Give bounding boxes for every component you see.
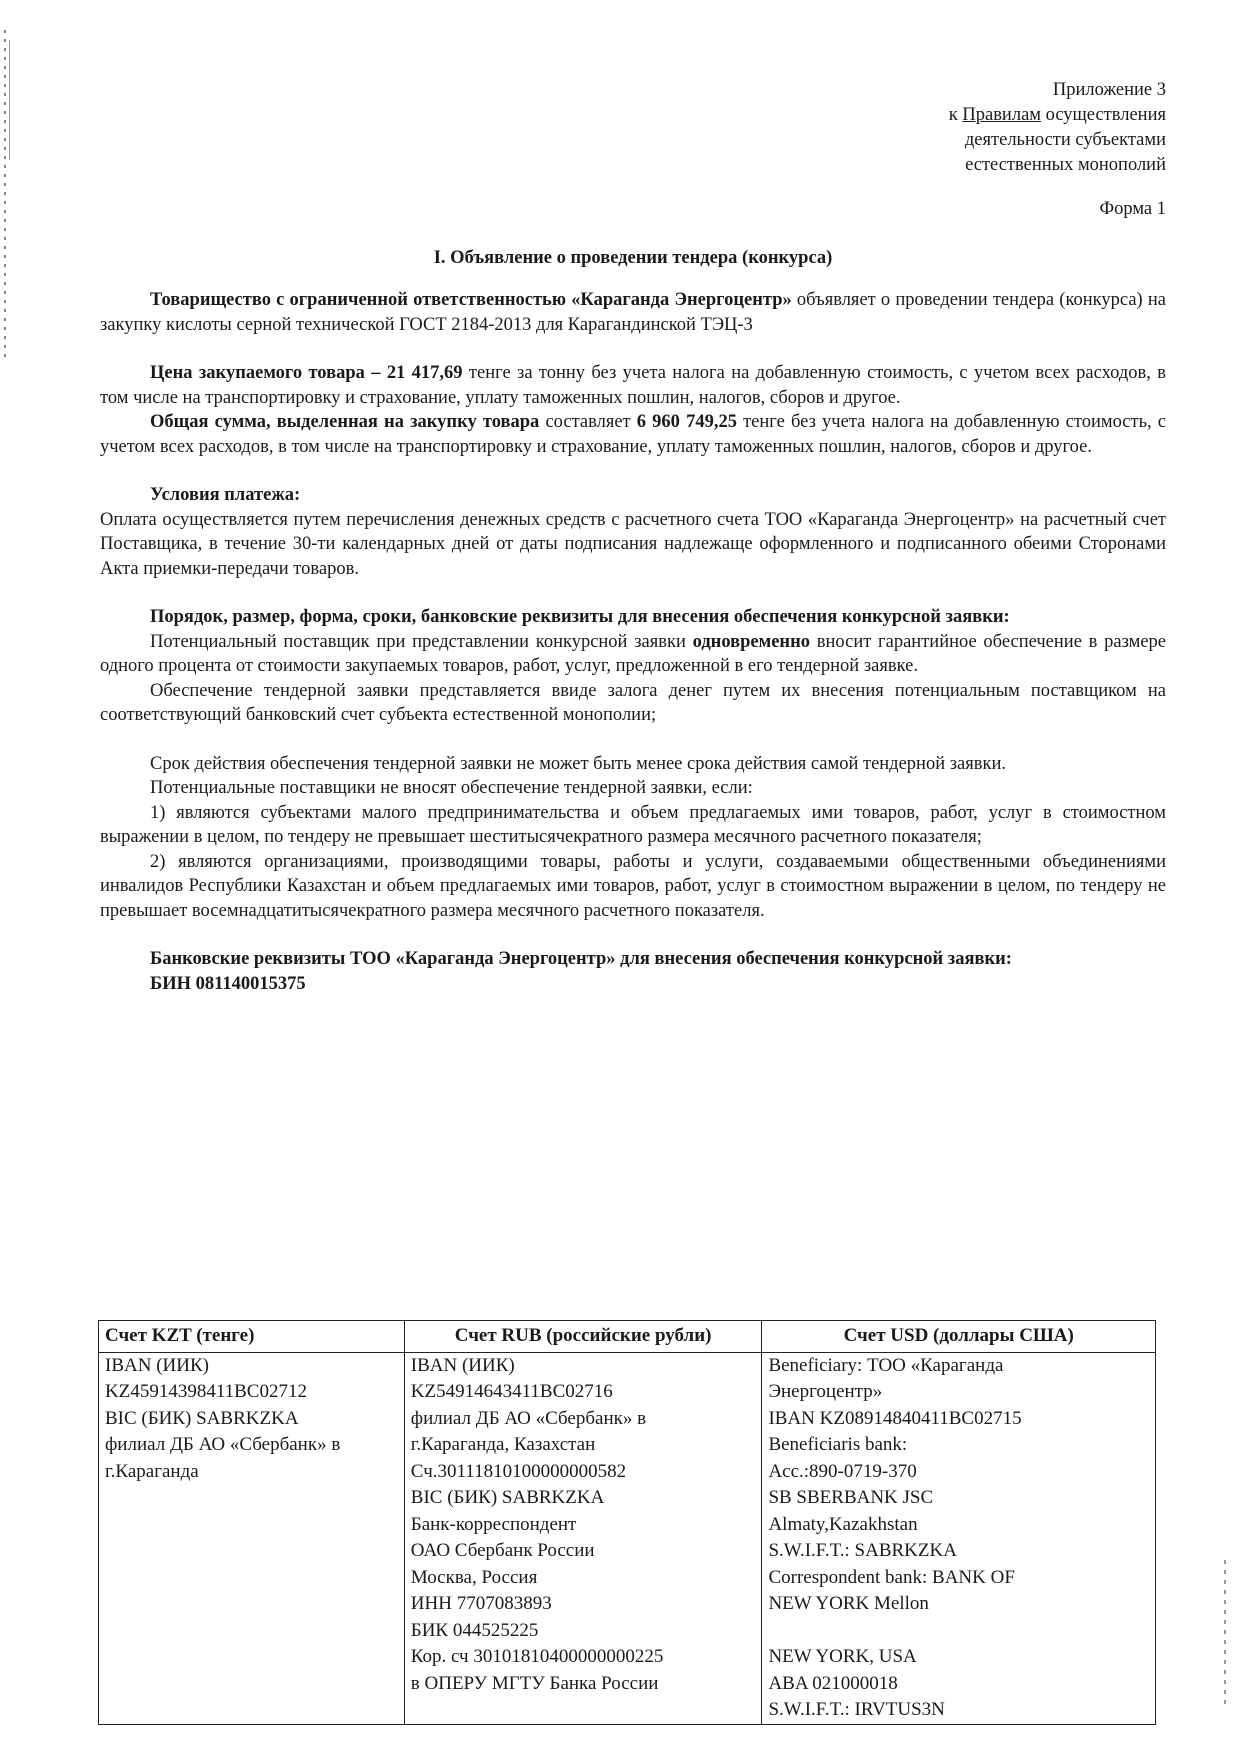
kzt-line: IBAN (ИИК) [105,1354,209,1376]
payment-text: Оплата осуществляется путем перечисления денежных средств с расчетного счета ТОО «Караганда Энергоцентр» на расчетный счет Поставщика, в течение 30-ти календарных дней от даты подписания надлежаще оформленного и подписанного обеими Сторонами Акта приемки-передачи товаров. [100,509,1166,579]
document-title: I. Объявление о проведении тендера (конкурса) [433,247,833,268]
company-name: Товарищество с ограниченной ответственностью «Караганда Энергоцентр» [150,290,792,310]
kzt-line: BIC (БИК) SABRKZKA [105,1407,299,1429]
rub-line: БИК 044525225 [410,1619,539,1641]
payment-heading: Условия платежа: [150,485,301,505]
usd-line [768,1618,1149,1645]
security-p4: Потенциальные поставщики не вносят обеспечение тендерной заявки, если: [150,778,753,798]
rub-line: Москва, Россия [410,1566,538,1588]
rub-line: BIC (БИК) SABRKZKA [410,1487,605,1508]
rules-link[interactable]: Правилам [962,105,1041,125]
security-p2: Обеспечение тендерной заявки представляется ввиде залога денег путем их внесения потенциальным поставщиком на соответствующий банковский счет субъекта естественной монополии; [100,680,1166,725]
rub-line: IBAN (ИИК) [410,1354,515,1376]
usd-line: Beneficiary: ТОО «Караганда [768,1354,1004,1376]
appendix-line-2: к Правилам осуществления [948,105,1166,125]
appendix-line-4: естественных монополий [965,155,1166,175]
rub-account-cell [404,1352,762,1724]
usd-line: Almaty,Kazakhstan [768,1513,918,1535]
security-heading: Порядок, размер, форма, сроки, банковские реквизиты для внесения обеспечения конкурсной заявки: [150,607,1010,627]
kzt-line: филиал ДБ АО «Сбербанк» в [105,1434,341,1455]
price-label: Цена закупаемого товара – 21 417,69 [150,363,463,383]
rub-line: Банк-корреспондент [410,1513,577,1535]
total-paragraph: Общая сумма, выделенная на закупку товара составляет 6 960 749,25 тенге без учета налога на добавленную стоимость, с учетом всех расходов, в том числе на транспортировку и страхование, уплату таможенных пошлин, налогов, сборов и другое. [100,412,1167,457]
security-p5: 1) являются субъектами малого предпринимательства и объем предлагаемых ими товаров, работ, услуг в стоимостном выражении в целом, по тендеру не превышает шеститысячекратного размера месячного расчетного показателя; [100,802,1166,847]
column-header-rub: Счет RUB (российские рубли) [404,1321,762,1353]
total-amount: 6 960 749,25 [636,412,737,432]
rub-line: Кор. сч 30101810400000000225 [410,1646,664,1667]
appendix-line-1: Приложение 3 [1052,80,1166,100]
security-p1: Потенциальный поставщик при представлении конкурсной заявки одновременно вносит гарантийное обеспечение в размере одного процента от стоимости закупаемых товаров, работ, услуг, предложенной в его тендерной заявке. [100,631,1167,676]
kzt-line: KZ45914398411BC02712 [105,1381,307,1402]
rub-line: KZ54914643411BC02716 [410,1381,613,1402]
appendix-line-3: деятельности субъектами [964,130,1166,150]
rub-line: ОАО Сбербанк России [410,1540,595,1561]
rub-line: в ОПЕРУ МГТУ Банка России [410,1672,659,1694]
price-paragraph: Цена закупаемого товара – 21 417,69 тенге за тонну без учета налога на добавленную стоимость, с учетом всех расходов, в том числе на транспортировку и страхование, уплату таможенных пошлин, налогов, сборов и другое. [100,363,1166,408]
rub-line: г.Караганда, Казахстан [410,1434,596,1455]
usd-line: SB SBERBANK JSC [768,1487,934,1508]
usd-line: IBAN KZ08914840411BC02715 [768,1407,1022,1429]
usd-line: Beneficiaris bank: [768,1434,908,1455]
usd-line: Энергоцентр» [768,1381,883,1402]
bank-heading: Банковские реквизиты ТОО «Караганда Энергоцентр» для внесения обеспечения конкурсной заявки: [150,949,1012,969]
scan-edge-line [9,40,10,160]
rub-line: филиал ДБ АО «Сбербанк» в [410,1407,647,1429]
total-label: Общая сумма, выделенная на закупку товара [150,412,540,432]
bank-details-table [98,1320,1156,1725]
kzt-line: г.Караганда [105,1460,199,1482]
usd-line: ABA 021000018 [768,1672,898,1694]
bin-number: БИН 081140015375 [150,973,306,994]
column-header-kzt: Счет KZT (тенге) [99,1321,405,1353]
usd-line: NEW YORK, USA [768,1646,917,1667]
intro-paragraph: Товарищество с ограниченной ответственностью «Караганда Энергоцентр» объявляет о проведении тендера (конкурса) на закупку кислоты серной технической ГОСТ 2184-2013 для Карагандинской ТЭЦ-3 [100,290,1166,335]
security-p3: Срок действия обеспечения тендерной заявки не может быть менее срока действия самой тендерной заявки. [150,753,1007,774]
kzt-account-cell [99,1352,405,1724]
usd-line: Acc.:890-0719-370 [768,1460,917,1482]
usd-line: NEW YORK Mellon [768,1593,929,1614]
usd-account-cell [762,1352,1156,1724]
usd-line: S.W.I.F.T.: SABRKZKA [768,1540,957,1561]
column-header-usd: Счет USD (доллары США) [762,1321,1156,1353]
usd-line: Correspondent bank: BANK OF [768,1566,1015,1588]
scan-edge-marks [4,30,6,360]
security-p6: 2) являются организациями, производящими товары, работы и услуги, создаваемыми общественными объединениями инвалидов Республики Казахстан и объем предлагаемых ими товаров, работ, услуг в стоимостном выражении в целом, по тендеру не превышает восемнадцатитысячекратного размера месячного расчетного показателя. [100,851,1166,921]
rub-line: ИНН 7707083893 [410,1593,552,1614]
document-page [100,78,1166,996]
scan-edge-marks-right [1224,1560,1226,1710]
form-label: Форма 1 [1099,199,1166,219]
appendix-header [100,78,1166,178]
rub-line: Сч.30111810100000000582 [410,1460,627,1482]
usd-line: S.W.I.F.T.: IRVTUS3N [768,1699,945,1720]
